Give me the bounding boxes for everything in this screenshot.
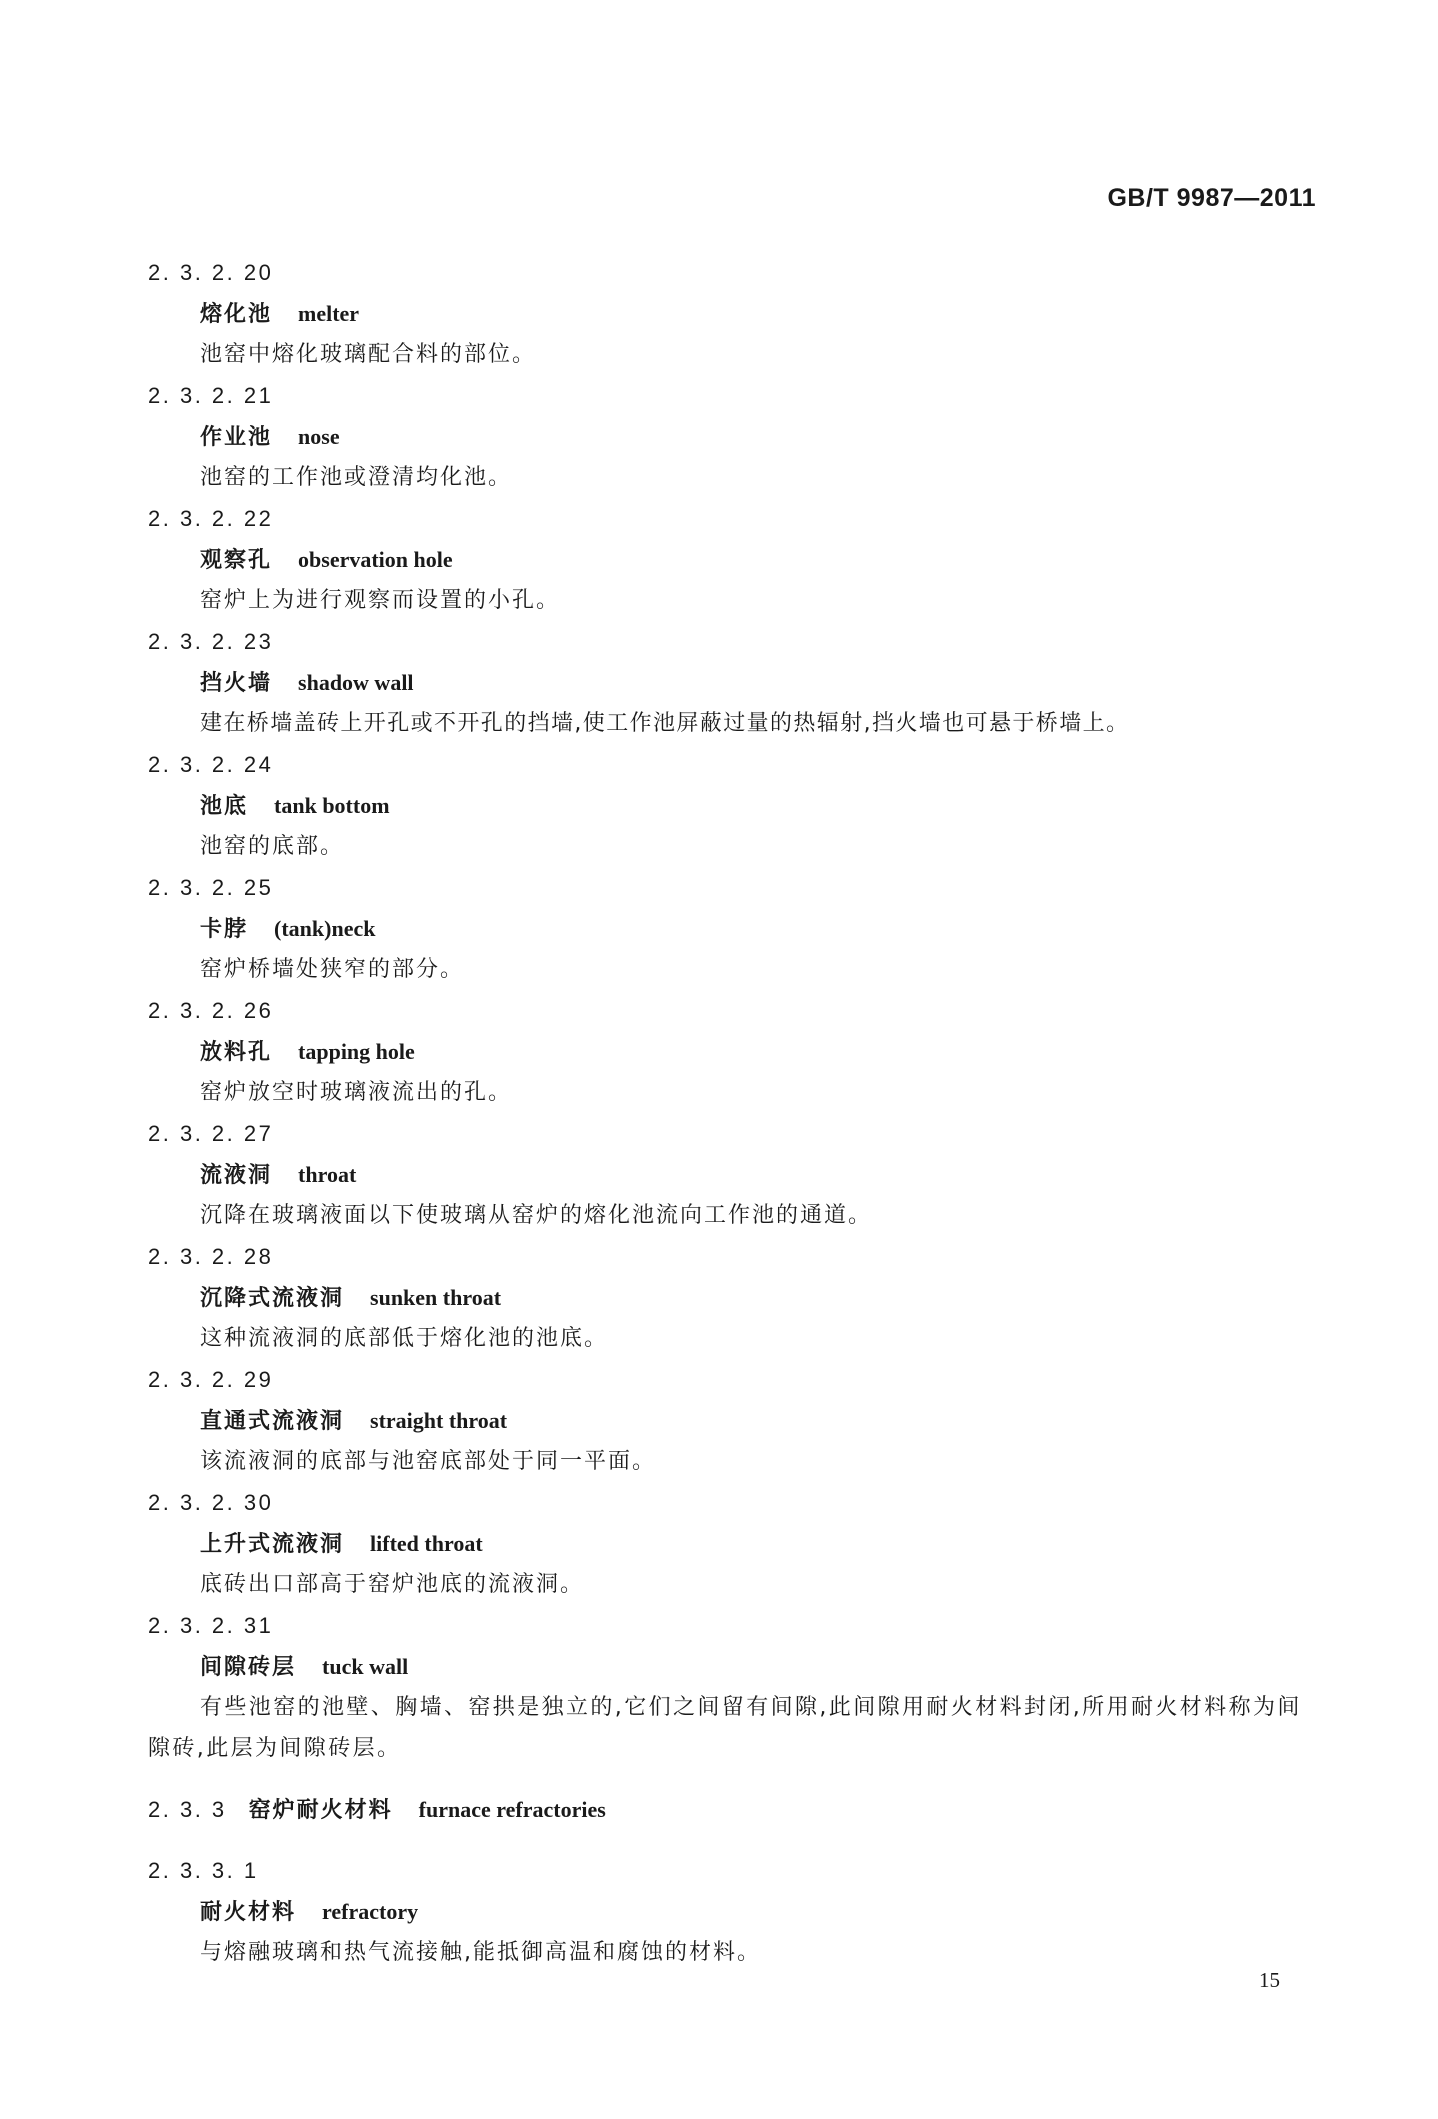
entry-definition: 窑炉桥墙处狭窄的部分。 — [200, 957, 465, 982]
term-entry — [148, 867, 1318, 990]
entry-term — [148, 1891, 1318, 1932]
entry-number: 2. 3. 2. 28 — [148, 1244, 274, 1269]
entry-number: 2. 3. 2. 30 — [148, 1490, 274, 1515]
entry-term — [148, 908, 1318, 949]
term-chinese: 放料孔 — [200, 1040, 273, 1065]
entry-definition: 池窑的底部。 — [200, 834, 345, 859]
entry-term — [148, 539, 1318, 580]
term-english: straight throat — [370, 1408, 508, 1433]
entry-number: 2. 3. 2. 27 — [148, 1121, 274, 1146]
entry-number: 2. 3. 2. 31 — [148, 1613, 274, 1638]
entry-number: 2. 3. 3. 1 — [148, 1858, 259, 1883]
term-entry — [148, 990, 1318, 1113]
entry-number: 2. 3. 2. 24 — [148, 752, 274, 777]
term-entry — [148, 1850, 1318, 1973]
term-english: tank bottom — [274, 793, 390, 818]
entry-number: 2. 3. 2. 23 — [148, 629, 274, 654]
entry-term — [148, 416, 1318, 457]
entry-term — [148, 1154, 1318, 1195]
entry-definition: 底砖出口部高于窑炉池底的流液洞。 — [200, 1572, 585, 1597]
entry-definition: 建在桥墙盖砖上开孔或不开孔的挡墙,使工作池屏蔽过量的热辐射,挡火墙也可悬于桥墙上。 — [200, 711, 1130, 736]
subsection-number: 2. 3. 3 — [148, 1797, 227, 1822]
term-chinese: 耐火材料 — [200, 1900, 297, 1925]
entry-term — [148, 1031, 1318, 1072]
entry-definition: 窑炉放空时玻璃液流出的孔。 — [200, 1080, 513, 1105]
term-entry — [148, 1482, 1318, 1605]
term-chinese: 流液洞 — [200, 1163, 273, 1188]
entry-definition: 窑炉上为进行观察而设置的小孔。 — [200, 588, 561, 613]
entry-number: 2. 3. 2. 26 — [148, 998, 274, 1023]
entry-definition: 池窑中熔化玻璃配合料的部位。 — [200, 342, 537, 367]
term-chinese: 间隙砖层 — [200, 1655, 297, 1680]
term-english: throat — [298, 1162, 357, 1187]
subsection-title-chinese: 窑炉耐火材料 — [248, 1798, 393, 1823]
entry-definition: 这种流液洞的底部低于熔化池的池底。 — [200, 1326, 609, 1351]
term-chinese: 挡火墙 — [200, 671, 273, 696]
entry-term — [148, 1400, 1318, 1441]
document-body — [148, 252, 1318, 1973]
term-entry — [148, 744, 1318, 867]
term-english: tapping hole — [298, 1039, 415, 1064]
entry-number: 2. 3. 2. 29 — [148, 1367, 274, 1392]
term-chinese: 池底 — [200, 794, 249, 819]
term-english: (tank)neck — [274, 916, 376, 941]
entry-term — [148, 1277, 1318, 1318]
term-entry — [148, 498, 1318, 621]
document-id-header: GB/T 9987—2011 — [1107, 184, 1316, 212]
term-chinese: 直通式流液洞 — [200, 1409, 345, 1434]
term-entry — [148, 1113, 1318, 1236]
term-entry — [148, 1359, 1318, 1482]
term-chinese: 熔化池 — [200, 302, 273, 327]
term-entry — [148, 375, 1318, 498]
term-english: melter — [298, 301, 360, 326]
term-entry — [148, 252, 1318, 375]
page-number: 15 — [1259, 1968, 1280, 1992]
entry-term — [148, 293, 1318, 334]
term-english: observation hole — [298, 547, 453, 572]
term-chinese: 上升式流液洞 — [200, 1532, 345, 1557]
entry-definition: 池窑的工作池或澄清均化池。 — [200, 465, 513, 490]
term-english: shadow wall — [298, 670, 414, 695]
term-english: lifted throat — [370, 1531, 483, 1556]
term-chinese: 作业池 — [200, 425, 273, 450]
entry-term — [148, 785, 1318, 826]
entry-term — [148, 1523, 1318, 1564]
term-chinese: 沉降式流液洞 — [200, 1286, 345, 1311]
subsection-heading — [148, 1789, 1318, 1830]
term-entry — [148, 621, 1318, 744]
term-entry — [148, 1605, 1318, 1769]
term-english: refractory — [322, 1899, 419, 1924]
entry-term — [148, 1646, 1318, 1687]
entry-definition: 有些池窑的池壁、胸墙、窑拱是独立的,它们之间留有间隙,此间隙用耐火材料封闭,所用耐火材料称为间隙砖,此层为间隙砖层。 — [148, 1695, 1302, 1761]
entry-number: 2. 3. 2. 22 — [148, 506, 274, 531]
entry-term — [148, 662, 1318, 703]
term-english: nose — [298, 424, 340, 449]
entry-definition: 该流液洞的底部与池窑底部处于同一平面。 — [200, 1449, 657, 1474]
entry-number: 2. 3. 2. 21 — [148, 383, 274, 408]
entry-number: 2. 3. 2. 20 — [148, 260, 274, 285]
term-chinese: 观察孔 — [200, 548, 273, 573]
subsection-title-english: furnace refractories — [418, 1797, 606, 1822]
term-entry — [148, 1236, 1318, 1359]
term-english: tuck wall — [322, 1654, 409, 1679]
term-english: sunken throat — [370, 1285, 502, 1310]
term-chinese: 卡脖 — [200, 917, 249, 942]
entry-definition: 与熔融玻璃和热气流接触,能抵御高温和腐蚀的材料。 — [200, 1940, 761, 1965]
entry-number: 2. 3. 2. 25 — [148, 875, 274, 900]
entry-definition: 沉降在玻璃液面以下使玻璃从窑炉的熔化池流向工作池的通道。 — [200, 1203, 873, 1228]
